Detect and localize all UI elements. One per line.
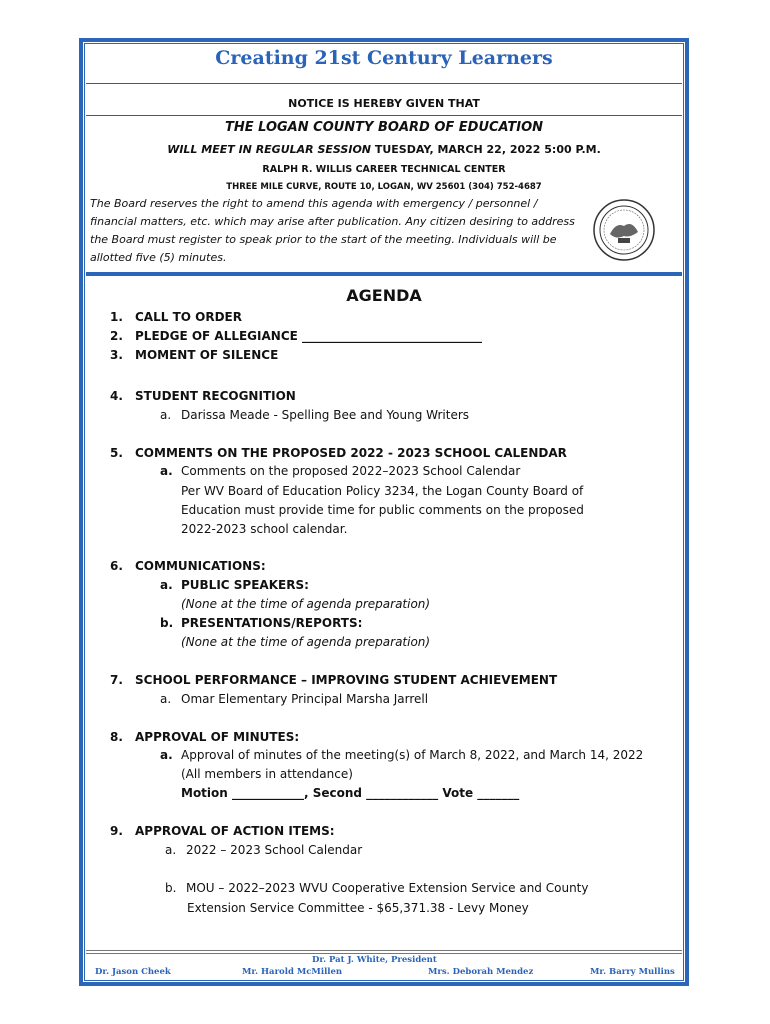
item-number: 7.: [110, 673, 123, 687]
sub-letter: a.: [160, 464, 173, 478]
agenda-item: [110, 329, 482, 343]
sub-item: [160, 464, 520, 478]
venue-name: RALPH R. WILLIS CAREER TECHNICAL CENTER: [262, 164, 506, 175]
sub-item: [165, 881, 588, 895]
sub-text-cont: (All members in attendance): [181, 767, 353, 781]
county-seal-icon: [592, 198, 656, 262]
agenda-item: [110, 446, 567, 460]
agenda-heading: AGENDA: [346, 286, 422, 305]
agenda-item: [110, 559, 266, 573]
sub-text: Comments on the proposed 2022–2023 School Calendar: [181, 464, 521, 478]
item-label: STUDENT RECOGNITION: [135, 389, 296, 403]
reserve-line: financial matters, etc. which may arise after publication. Any citizen desiring to address: [90, 215, 575, 228]
sub-text: PRESENTATIONS/REPORTS:: [181, 616, 363, 630]
item-number: 1.: [110, 310, 123, 324]
sub-item: [160, 616, 362, 630]
reserve-line: The Board reserves the right to amend this agenda with emergency / personnel /: [90, 197, 538, 210]
sub-item: [160, 692, 428, 706]
sub-text: Omar Elementary Principal Marsha Jarrell: [181, 692, 429, 706]
vote-line: Motion ____________, Second ____________ Vote _______: [181, 786, 520, 800]
sub-item: [160, 748, 643, 762]
footer-divider: [86, 953, 682, 954]
section-divider: [86, 272, 682, 276]
item-number: 8.: [110, 730, 123, 744]
sub-text: PUBLIC SPEAKERS:: [181, 578, 309, 592]
sub-text: Darissa Meade - Spelling Bee and Young Writers: [181, 408, 470, 422]
session-date: TUESDAY, MARCH 22, 2022 5:00 P.M.: [374, 143, 601, 156]
board-name: THE LOGAN COUNTY BOARD OF EDUCATION: [224, 120, 544, 135]
item-label: SCHOOL PERFORMANCE – IMPROVING STUDENT ACHIEVEMENT: [135, 673, 558, 687]
sub-letter: a.: [160, 748, 173, 762]
agenda-item: [110, 824, 335, 838]
sub-item: [160, 578, 309, 592]
divider: [86, 83, 682, 84]
sub-text: MOU – 2022–2023 WVU Cooperative Extension Service and County: [186, 881, 589, 895]
item-number: 2.: [110, 329, 123, 343]
sub-letter: a.: [165, 843, 177, 857]
session-label: WILL MEET IN REGULAR SESSION: [167, 143, 372, 156]
reserve-line: allotted five (5) minutes.: [90, 251, 227, 264]
sub-text-cont: Education must provide time for public comments on the proposed: [181, 503, 584, 517]
item-number: 9.: [110, 824, 123, 838]
item-label: APPROVAL OF MINUTES:: [135, 730, 300, 744]
agenda-item: [110, 348, 278, 362]
board-member: Mr. Harold McMillen: [242, 967, 343, 977]
sub-text-cont: Per WV Board of Education Policy 3234, the Logan County Board of: [181, 484, 584, 498]
board-member: Mrs. Deborah Mendez: [428, 967, 534, 977]
agenda-item: [110, 389, 296, 403]
agenda-item: [110, 673, 557, 687]
sub-text-cont: 2022-2023 school calendar.: [181, 522, 348, 536]
sub-text: 2022 – 2023 School Calendar: [186, 843, 363, 857]
item-number: 6.: [110, 559, 123, 573]
footer-divider: [86, 950, 682, 951]
sub-note: (None at the time of agenda preparation): [181, 635, 431, 649]
item-label: PLEDGE OF ALLEGIANCE ______________________________: [135, 329, 483, 343]
sub-letter: b.: [165, 881, 177, 895]
item-label: MOMENT OF SILENCE: [135, 348, 279, 362]
sub-text-cont: Extension Service Committee - $65,371.38 - Levy Money: [187, 901, 529, 915]
reservation-notice: [90, 195, 590, 267]
item-number: 3.: [110, 348, 123, 362]
item-label: COMMENTS ON THE PROPOSED 2022 - 2023 SCHOOL CALENDAR: [135, 446, 567, 460]
divider: [86, 115, 682, 116]
item-label: COMMUNICATIONS:: [135, 559, 266, 573]
sub-item: [160, 408, 469, 422]
sub-letter: a.: [160, 408, 172, 422]
item-label: CALL TO ORDER: [135, 310, 242, 324]
sub-text: Approval of minutes of the meeting(s) of March 8, 2022, and March 14, 2022: [181, 748, 644, 762]
board-president: Dr. Pat J. White, President: [312, 955, 437, 965]
venue-address: THREE MILE CURVE, ROUTE 10, LOGAN, WV 25601 (304) 752-4687: [226, 182, 542, 192]
board-member: Mr. Barry Mullins: [590, 967, 675, 977]
sub-letter: b.: [160, 616, 174, 630]
sub-note: (None at the time of agenda preparation): [181, 597, 431, 611]
page-title: Creating 21st Century Learners: [215, 47, 553, 69]
item-number: 5.: [110, 446, 123, 460]
sub-item: [165, 843, 362, 857]
agenda-item: [110, 730, 299, 744]
agenda-item: [110, 310, 242, 324]
notice-text: NOTICE IS HEREBY GIVEN THAT: [288, 97, 480, 110]
board-member: Dr. Jason Cheek: [95, 967, 171, 977]
item-label: APPROVAL OF ACTION ITEMS:: [135, 824, 335, 838]
sub-letter: a.: [160, 692, 172, 706]
sub-letter: a.: [160, 578, 173, 592]
reserve-line: the Board must register to speak prior to the start of the meeting. Individuals will be: [90, 233, 557, 246]
session-line: [86, 143, 682, 156]
item-number: 4.: [110, 389, 123, 403]
